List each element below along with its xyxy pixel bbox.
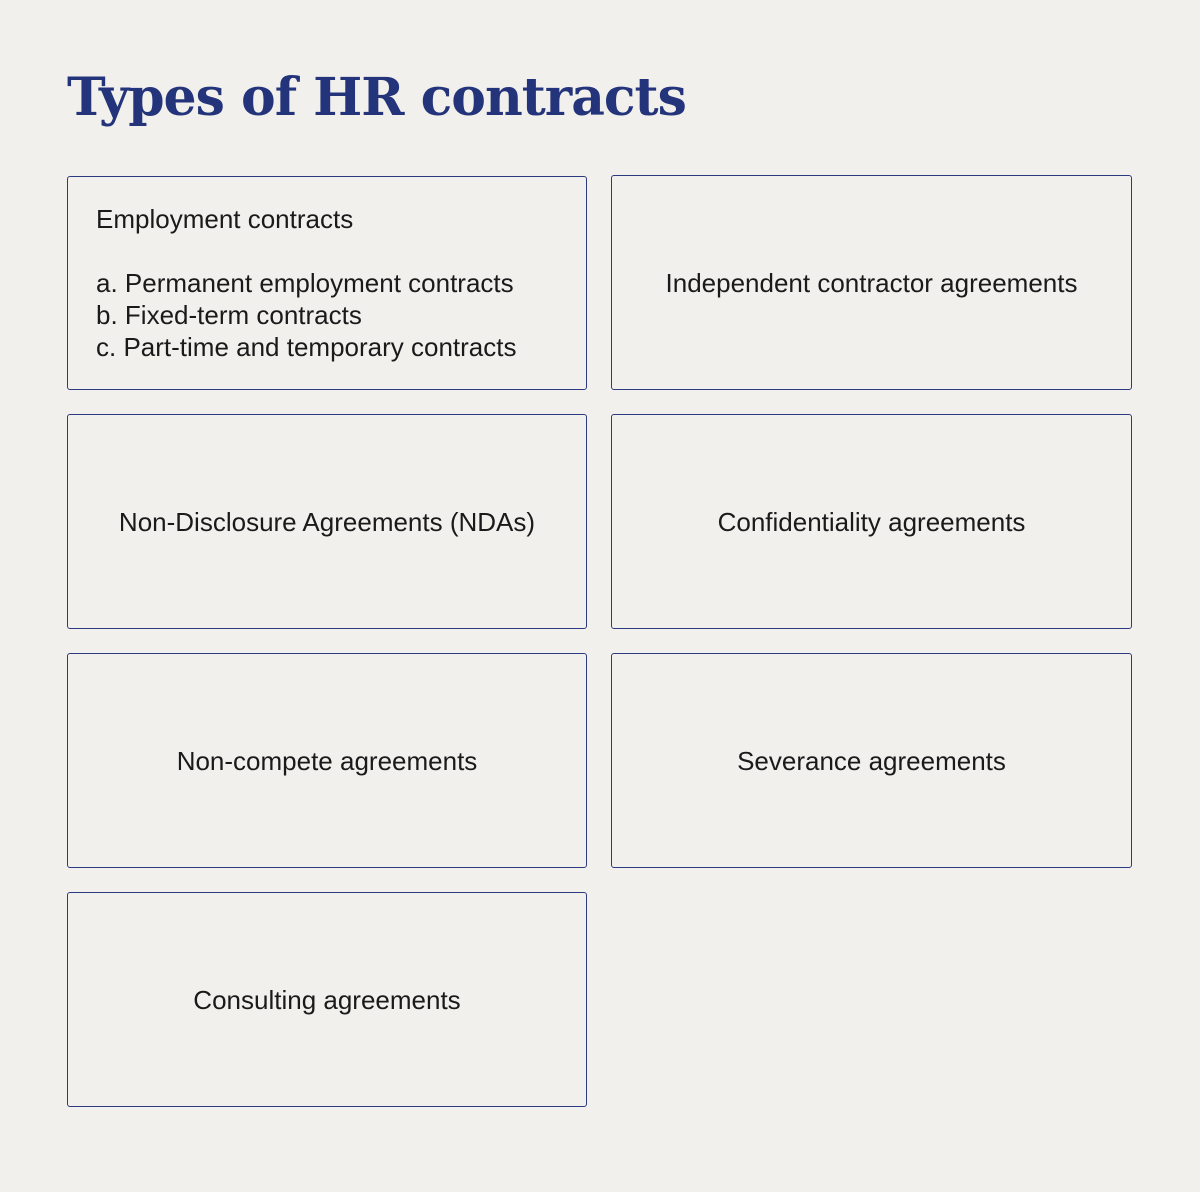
list-item: a. Permanent employment contracts (96, 268, 514, 298)
card-label: Consulting agreements (193, 984, 461, 1015)
card-independent-contractor-agreements (611, 175, 1132, 390)
card-label: Severance agreements (737, 745, 1006, 776)
list-item: c. Part-time and temporary contracts (96, 332, 517, 362)
card-severance-agreements (611, 653, 1132, 868)
card-non-compete-agreements (67, 653, 587, 868)
card-employment-contracts (67, 176, 587, 390)
card-confidentiality-agreements (611, 414, 1132, 629)
card-consulting-agreements (67, 892, 587, 1107)
card-label: Independent contractor agreements (665, 267, 1078, 298)
card-non-disclosure-agreements (67, 414, 587, 629)
card-label: Non-compete agreements (176, 745, 478, 776)
card-label: Confidentiality agreements (717, 506, 1026, 537)
list-item: b. Fixed-term contracts (96, 300, 362, 330)
card-label: Non-Disclosure Agreements (NDAs) (118, 506, 536, 537)
card-heading: Employment contracts (96, 204, 354, 234)
page-title: Types of HR contracts (67, 67, 686, 128)
